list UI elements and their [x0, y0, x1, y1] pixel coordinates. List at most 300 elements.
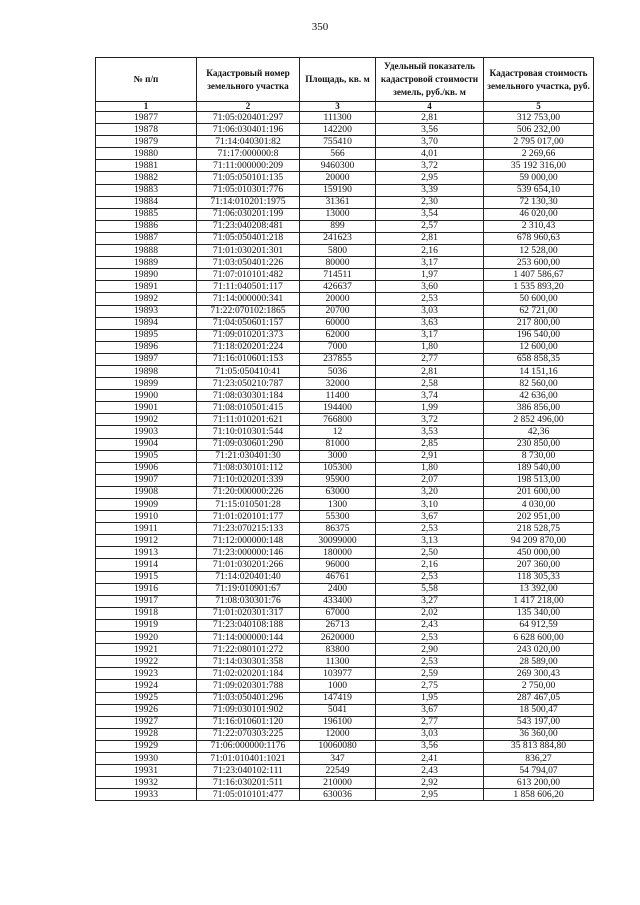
specific-value-cell: 1,80 — [376, 462, 484, 474]
specific-value-cell: 2,07 — [376, 474, 484, 486]
row-number-cell: 19907 — [96, 474, 197, 486]
specific-value-cell: 2,91 — [376, 450, 484, 462]
table-row — [96, 172, 594, 184]
cadastral-value-cell: 539 654,10 — [484, 184, 594, 196]
cadastral-number-cell: 71:06:000000:1176 — [197, 740, 300, 752]
cadastral-value-table — [95, 57, 594, 801]
row-number-cell: 19911 — [96, 523, 197, 535]
cadastral-value-cell: 82 560,00 — [484, 378, 594, 390]
table-row — [96, 148, 594, 160]
row-number-cell: 19881 — [96, 160, 197, 172]
specific-value-cell: 3,03 — [376, 305, 484, 317]
table-body — [96, 112, 594, 801]
cadastral-number-cell: 71:09:030101:902 — [197, 704, 300, 716]
table-row — [96, 402, 594, 414]
cadastral-number-cell: 71:06:030401:196 — [197, 124, 300, 136]
cadastral-value-cell: 36 360,00 — [484, 728, 594, 740]
table-row — [96, 245, 594, 257]
specific-value-cell: 3,53 — [376, 426, 484, 438]
cadastral-number-cell: 71:05:010101:477 — [197, 789, 300, 801]
cadastral-value-cell: 287 467,05 — [484, 692, 594, 704]
area-cell: 67000 — [300, 607, 376, 619]
cadastral-number-cell: 71:02:020201:184 — [197, 668, 300, 680]
table-row — [96, 752, 594, 764]
table-row — [96, 329, 594, 341]
cadastral-value-cell: 13 392,00 — [484, 583, 594, 595]
specific-value-cell: 1,80 — [376, 341, 484, 353]
row-number-cell: 19898 — [96, 365, 197, 377]
specific-value-cell: 2,75 — [376, 680, 484, 692]
specific-value-cell: 2,90 — [376, 644, 484, 656]
specific-value-cell: 3,74 — [376, 390, 484, 402]
area-cell: 347 — [300, 752, 376, 764]
cadastral-value-cell: 28 589,00 — [484, 656, 594, 668]
column-number: 5 — [484, 102, 594, 112]
cadastral-value-cell: 506 232,00 — [484, 124, 594, 136]
specific-value-cell: 2,53 — [376, 523, 484, 535]
specific-value-cell: 2,59 — [376, 668, 484, 680]
table-row — [96, 341, 594, 353]
specific-value-cell: 1,97 — [376, 269, 484, 281]
area-cell: 714511 — [300, 269, 376, 281]
row-number-cell: 19929 — [96, 740, 197, 752]
cadastral-number-cell: 71:05:020401:297 — [197, 112, 300, 124]
area-cell: 196100 — [300, 716, 376, 728]
row-number-cell: 19887 — [96, 232, 197, 244]
table-row — [96, 740, 594, 752]
table-row — [96, 499, 594, 511]
specific-value-cell: 3,70 — [376, 136, 484, 148]
table-row — [96, 704, 594, 716]
table-row — [96, 716, 594, 728]
row-number-cell: 19916 — [96, 583, 197, 595]
specific-value-cell: 2,95 — [376, 172, 484, 184]
cadastral-number-cell: 71:16:030201:511 — [197, 777, 300, 789]
cadastral-value-cell: 312 753,00 — [484, 112, 594, 124]
cadastral-value-cell: 201 600,00 — [484, 486, 594, 498]
specific-value-cell: 2,16 — [376, 559, 484, 571]
specific-value-cell: 3,60 — [376, 281, 484, 293]
area-cell: 20000 — [300, 172, 376, 184]
cadastral-number-cell: 71:19:010901:67 — [197, 583, 300, 595]
table-row — [96, 353, 594, 365]
area-cell: 63000 — [300, 486, 376, 498]
row-number-cell: 19882 — [96, 172, 197, 184]
cadastral-value-cell: 1 417 218,00 — [484, 595, 594, 607]
area-cell: 630036 — [300, 789, 376, 801]
area-cell: 11400 — [300, 390, 376, 402]
table-row — [96, 777, 594, 789]
cadastral-number-cell: 71:05:050101:135 — [197, 172, 300, 184]
cadastral-number-cell: 71:01:020301:317 — [197, 607, 300, 619]
specific-value-cell: 2,81 — [376, 232, 484, 244]
cadastral-value-cell: 269 300,43 — [484, 668, 594, 680]
cadastral-number-cell: 71:14:040301:82 — [197, 136, 300, 148]
specific-value-cell: 2,02 — [376, 607, 484, 619]
area-cell: 5036 — [300, 365, 376, 377]
specific-value-cell: 2,53 — [376, 571, 484, 583]
cadastral-value-cell: 1 858 606,20 — [484, 789, 594, 801]
row-number-cell: 19904 — [96, 438, 197, 450]
area-cell: 3000 — [300, 450, 376, 462]
cadastral-value-cell: 450 000,00 — [484, 547, 594, 559]
cadastral-value-cell: 196 540,00 — [484, 329, 594, 341]
row-number-cell: 19878 — [96, 124, 197, 136]
specific-value-cell: 2,85 — [376, 438, 484, 450]
cadastral-value-cell: 2 852 496,00 — [484, 414, 594, 426]
table-row — [96, 136, 594, 148]
cadastral-number-cell: 71:05:050401:218 — [197, 232, 300, 244]
area-cell: 13000 — [300, 208, 376, 220]
header-row-number: № п/п — [96, 58, 197, 102]
area-cell: 433400 — [300, 595, 376, 607]
row-number-cell: 19894 — [96, 317, 197, 329]
table-row — [96, 619, 594, 631]
cadastral-value-cell: 35 813 884,80 — [484, 740, 594, 752]
area-cell: 9460300 — [300, 160, 376, 172]
cadastral-value-cell: 12 600,00 — [484, 341, 594, 353]
cadastral-value-cell: 18 500,47 — [484, 704, 594, 716]
table-row — [96, 293, 594, 305]
specific-value-cell: 2,95 — [376, 789, 484, 801]
cadastral-number-cell: 71:11:040501:117 — [197, 281, 300, 293]
cadastral-value-cell: 2 310,43 — [484, 220, 594, 232]
row-number-cell: 19930 — [96, 752, 197, 764]
cadastral-number-cell: 71:08:030301:76 — [197, 595, 300, 607]
table-row — [96, 438, 594, 450]
table-row — [96, 668, 594, 680]
cadastral-number-cell: 71:10:020201:339 — [197, 474, 300, 486]
table-row — [96, 317, 594, 329]
row-number-cell: 19924 — [96, 680, 197, 692]
area-cell: 32000 — [300, 378, 376, 390]
table-row — [96, 305, 594, 317]
cadastral-number-cell: 71:18:020201:224 — [197, 341, 300, 353]
row-number-cell: 19877 — [96, 112, 197, 124]
cadastral-number-cell: 71:12:000000:148 — [197, 535, 300, 547]
specific-value-cell: 3,56 — [376, 740, 484, 752]
table-row — [96, 632, 594, 644]
table-row — [96, 160, 594, 172]
specific-value-cell: 3,13 — [376, 535, 484, 547]
area-cell: 83800 — [300, 644, 376, 656]
table-row — [96, 474, 594, 486]
area-cell: 237855 — [300, 353, 376, 365]
cadastral-number-cell: 71:22:070303:225 — [197, 728, 300, 740]
cadastral-number-cell: 71:08:030301:184 — [197, 390, 300, 402]
specific-value-cell: 3,67 — [376, 704, 484, 716]
table-row — [96, 184, 594, 196]
specific-value-cell: 3,56 — [376, 124, 484, 136]
cadastral-value-cell: 8 730,00 — [484, 450, 594, 462]
row-number-cell: 19928 — [96, 728, 197, 740]
area-cell: 81000 — [300, 438, 376, 450]
row-number-cell: 19888 — [96, 245, 197, 257]
table-row — [96, 257, 594, 269]
cadastral-number-cell: 71:14:020401:40 — [197, 571, 300, 583]
specific-value-cell: 2,43 — [376, 619, 484, 631]
area-cell: 2620000 — [300, 632, 376, 644]
header-row — [96, 58, 594, 102]
specific-value-cell: 2,50 — [376, 547, 484, 559]
row-number-cell: 19880 — [96, 148, 197, 160]
cadastral-value-cell: 253 600,00 — [484, 257, 594, 269]
row-number-cell: 19923 — [96, 668, 197, 680]
cadastral-value-cell: 678 960,63 — [484, 232, 594, 244]
area-cell: 80000 — [300, 257, 376, 269]
table-row — [96, 789, 594, 801]
row-number-cell: 19893 — [96, 305, 197, 317]
cadastral-value-cell: 836,27 — [484, 752, 594, 764]
specific-value-cell: 4,01 — [376, 148, 484, 160]
cadastral-value-cell: 2 269,66 — [484, 148, 594, 160]
cadastral-value-cell: 118 305,33 — [484, 571, 594, 583]
cadastral-number-cell: 71:15:010501:28 — [197, 499, 300, 511]
cadastral-number-cell: 71:05:010301:776 — [197, 184, 300, 196]
row-number-cell: 19919 — [96, 619, 197, 631]
row-number-cell: 19906 — [96, 462, 197, 474]
specific-value-cell: 2,30 — [376, 196, 484, 208]
table-header — [96, 58, 594, 112]
specific-value-cell: 3,17 — [376, 257, 484, 269]
page-number: 350 — [311, 21, 329, 33]
cadastral-number-cell: 71:17:000000:8 — [197, 148, 300, 160]
header-area: Площадь, кв. м — [300, 58, 376, 102]
area-cell: 755410 — [300, 136, 376, 148]
specific-value-cell: 2,53 — [376, 656, 484, 668]
row-number-cell: 19905 — [96, 450, 197, 462]
specific-value-cell: 3,10 — [376, 499, 484, 511]
cadastral-value-cell: 217 800,00 — [484, 317, 594, 329]
area-cell: 194400 — [300, 402, 376, 414]
cadastral-number-cell: 71:07:010101:482 — [197, 269, 300, 281]
area-cell: 426637 — [300, 281, 376, 293]
cadastral-value-cell: 207 360,00 — [484, 559, 594, 571]
column-number-row — [96, 102, 594, 112]
cadastral-value-cell: 2 750,00 — [484, 680, 594, 692]
table-row — [96, 124, 594, 136]
row-number-cell: 19883 — [96, 184, 197, 196]
table-row — [96, 269, 594, 281]
cadastral-value-cell: 62 721,00 — [484, 305, 594, 317]
cadastral-value-cell: 243 020,00 — [484, 644, 594, 656]
cadastral-number-cell: 71:23:000000:146 — [197, 547, 300, 559]
cadastral-number-cell: 71:23:040208:481 — [197, 220, 300, 232]
cadastral-value-cell: 135 340,00 — [484, 607, 594, 619]
specific-value-cell: 2,92 — [376, 777, 484, 789]
cadastral-number-cell: 71:01:030201:266 — [197, 559, 300, 571]
cadastral-number-cell: 71:11:000000:209 — [197, 160, 300, 172]
area-cell: 147419 — [300, 692, 376, 704]
cadastral-value-cell: 14 151,16 — [484, 365, 594, 377]
row-number-cell: 19932 — [96, 777, 197, 789]
area-cell: 210000 — [300, 777, 376, 789]
area-cell: 766800 — [300, 414, 376, 426]
specific-value-cell: 2,57 — [376, 220, 484, 232]
table-row — [96, 559, 594, 571]
cadastral-value-cell: 46 020,00 — [484, 208, 594, 220]
cadastral-value-cell: 1 407 586,67 — [484, 269, 594, 281]
cadastral-number-cell: 71:03:050401:226 — [197, 257, 300, 269]
row-number-cell: 19922 — [96, 656, 197, 668]
cadastral-number-cell: 71:23:050210:787 — [197, 378, 300, 390]
area-cell: 142200 — [300, 124, 376, 136]
table-row — [96, 462, 594, 474]
row-number-cell: 19891 — [96, 281, 197, 293]
cadastral-number-cell: 71:01:020101:177 — [197, 511, 300, 523]
row-number-cell: 19895 — [96, 329, 197, 341]
row-number-cell: 19900 — [96, 390, 197, 402]
row-number-cell: 19925 — [96, 692, 197, 704]
table-row — [96, 607, 594, 619]
row-number-cell: 19927 — [96, 716, 197, 728]
row-number-cell: 19913 — [96, 547, 197, 559]
cadastral-value-cell: 230 850,00 — [484, 438, 594, 450]
table-row — [96, 232, 594, 244]
cadastral-value-cell: 198 513,00 — [484, 474, 594, 486]
area-cell: 86375 — [300, 523, 376, 535]
table-row — [96, 583, 594, 595]
cadastral-number-cell: 71:16:010601:120 — [197, 716, 300, 728]
row-number-cell: 19885 — [96, 208, 197, 220]
cadastral-number-cell: 71:14:000000:144 — [197, 632, 300, 644]
table-row — [96, 547, 594, 559]
area-cell: 2400 — [300, 583, 376, 595]
cadastral-number-cell: 71:11:010201:621 — [197, 414, 300, 426]
cadastral-number-cell: 71:10:010301:544 — [197, 426, 300, 438]
area-cell: 95900 — [300, 474, 376, 486]
cadastral-number-cell: 71:14:010201:1975 — [197, 196, 300, 208]
table-row — [96, 220, 594, 232]
cadastral-number-cell: 71:23:040102:111 — [197, 765, 300, 777]
specific-value-cell: 2,16 — [376, 245, 484, 257]
area-cell: 22549 — [300, 765, 376, 777]
table-row — [96, 378, 594, 390]
table-row — [96, 196, 594, 208]
row-number-cell: 19921 — [96, 644, 197, 656]
area-cell: 159190 — [300, 184, 376, 196]
specific-value-cell: 2,81 — [376, 112, 484, 124]
table-row — [96, 728, 594, 740]
column-number: 3 — [300, 102, 376, 112]
cadastral-number-cell: 71:22:070102:1865 — [197, 305, 300, 317]
column-number: 1 — [96, 102, 197, 112]
table-row — [96, 112, 594, 124]
table-row — [96, 644, 594, 656]
cadastral-value-cell: 94 209 870,00 — [484, 535, 594, 547]
area-cell: 105300 — [300, 462, 376, 474]
header-specific-value: Удельный показатель кадастровой стоимости земель, руб./кв. м — [376, 58, 484, 102]
row-number-cell: 19899 — [96, 378, 197, 390]
area-cell: 31361 — [300, 196, 376, 208]
area-cell: 1300 — [300, 499, 376, 511]
row-number-cell: 19910 — [96, 511, 197, 523]
specific-value-cell: 3,39 — [376, 184, 484, 196]
row-number-cell: 19926 — [96, 704, 197, 716]
table-row — [96, 426, 594, 438]
cadastral-number-cell: 71:14:030301:358 — [197, 656, 300, 668]
cadastral-value-cell: 543 197,00 — [484, 716, 594, 728]
table-row — [96, 486, 594, 498]
area-cell: 12 — [300, 426, 376, 438]
area-cell: 899 — [300, 220, 376, 232]
specific-value-cell: 1,99 — [376, 402, 484, 414]
cadastral-value-cell: 12 528,00 — [484, 245, 594, 257]
cadastral-number-cell: 71:03:050401:296 — [197, 692, 300, 704]
row-number-cell: 19908 — [96, 486, 197, 498]
specific-value-cell: 2,58 — [376, 378, 484, 390]
cadastral-number-cell: 71:20:000000:226 — [197, 486, 300, 498]
table-row — [96, 281, 594, 293]
table-row — [96, 765, 594, 777]
area-cell: 62000 — [300, 329, 376, 341]
area-cell: 5800 — [300, 245, 376, 257]
row-number-cell: 19892 — [96, 293, 197, 305]
cadastral-number-cell: 71:01:030201:301 — [197, 245, 300, 257]
area-cell: 7000 — [300, 341, 376, 353]
area-cell: 20700 — [300, 305, 376, 317]
cadastral-value-cell: 218 528,75 — [484, 523, 594, 535]
specific-value-cell: 3,72 — [376, 160, 484, 172]
cadastral-value-cell: 386 856,00 — [484, 402, 594, 414]
cadastral-number-cell: 71:01:010401:1021 — [197, 752, 300, 764]
cadastral-value-cell: 54 794,07 — [484, 765, 594, 777]
area-cell: 30099000 — [300, 535, 376, 547]
row-number-cell: 19889 — [96, 257, 197, 269]
specific-value-cell: 2,41 — [376, 752, 484, 764]
cadastral-number-cell: 71:21:030401:30 — [197, 450, 300, 462]
header-cadastral-number: Кадастровый номер земельного участка — [197, 58, 300, 102]
row-number-cell: 19933 — [96, 789, 197, 801]
row-number-cell: 19902 — [96, 414, 197, 426]
row-number-cell: 19886 — [96, 220, 197, 232]
cadastral-number-cell: 71:08:010501:415 — [197, 402, 300, 414]
row-number-cell: 19917 — [96, 595, 197, 607]
table-row — [96, 680, 594, 692]
specific-value-cell: 3,27 — [376, 595, 484, 607]
row-number-cell: 19912 — [96, 535, 197, 547]
specific-value-cell: 5,58 — [376, 583, 484, 595]
specific-value-cell: 1,95 — [376, 692, 484, 704]
cadastral-value-cell: 1 535 893,20 — [484, 281, 594, 293]
row-number-cell: 19896 — [96, 341, 197, 353]
row-number-cell: 19884 — [96, 196, 197, 208]
area-cell: 55300 — [300, 511, 376, 523]
cadastral-value-cell: 6 628 600,00 — [484, 632, 594, 644]
specific-value-cell: 3,03 — [376, 728, 484, 740]
table-row — [96, 511, 594, 523]
area-cell: 10060080 — [300, 740, 376, 752]
area-cell: 103977 — [300, 668, 376, 680]
table-row — [96, 523, 594, 535]
cadastral-value-cell: 35 192 316,00 — [484, 160, 594, 172]
cadastral-number-cell: 71:22:080101:272 — [197, 644, 300, 656]
table-row — [96, 595, 594, 607]
header-cadastral-value: Кадастровая стоимость земельного участка, руб. — [484, 58, 594, 102]
specific-value-cell: 3,63 — [376, 317, 484, 329]
specific-value-cell: 3,20 — [376, 486, 484, 498]
table-row — [96, 365, 594, 377]
table-row — [96, 208, 594, 220]
cadastral-value-cell: 59 000,00 — [484, 172, 594, 184]
row-number-cell: 19903 — [96, 426, 197, 438]
area-cell: 60000 — [300, 317, 376, 329]
cadastral-value-cell: 202 951,00 — [484, 511, 594, 523]
area-cell: 46761 — [300, 571, 376, 583]
area-cell: 1000 — [300, 680, 376, 692]
column-number: 4 — [376, 102, 484, 112]
cadastral-value-cell: 72 130,30 — [484, 196, 594, 208]
